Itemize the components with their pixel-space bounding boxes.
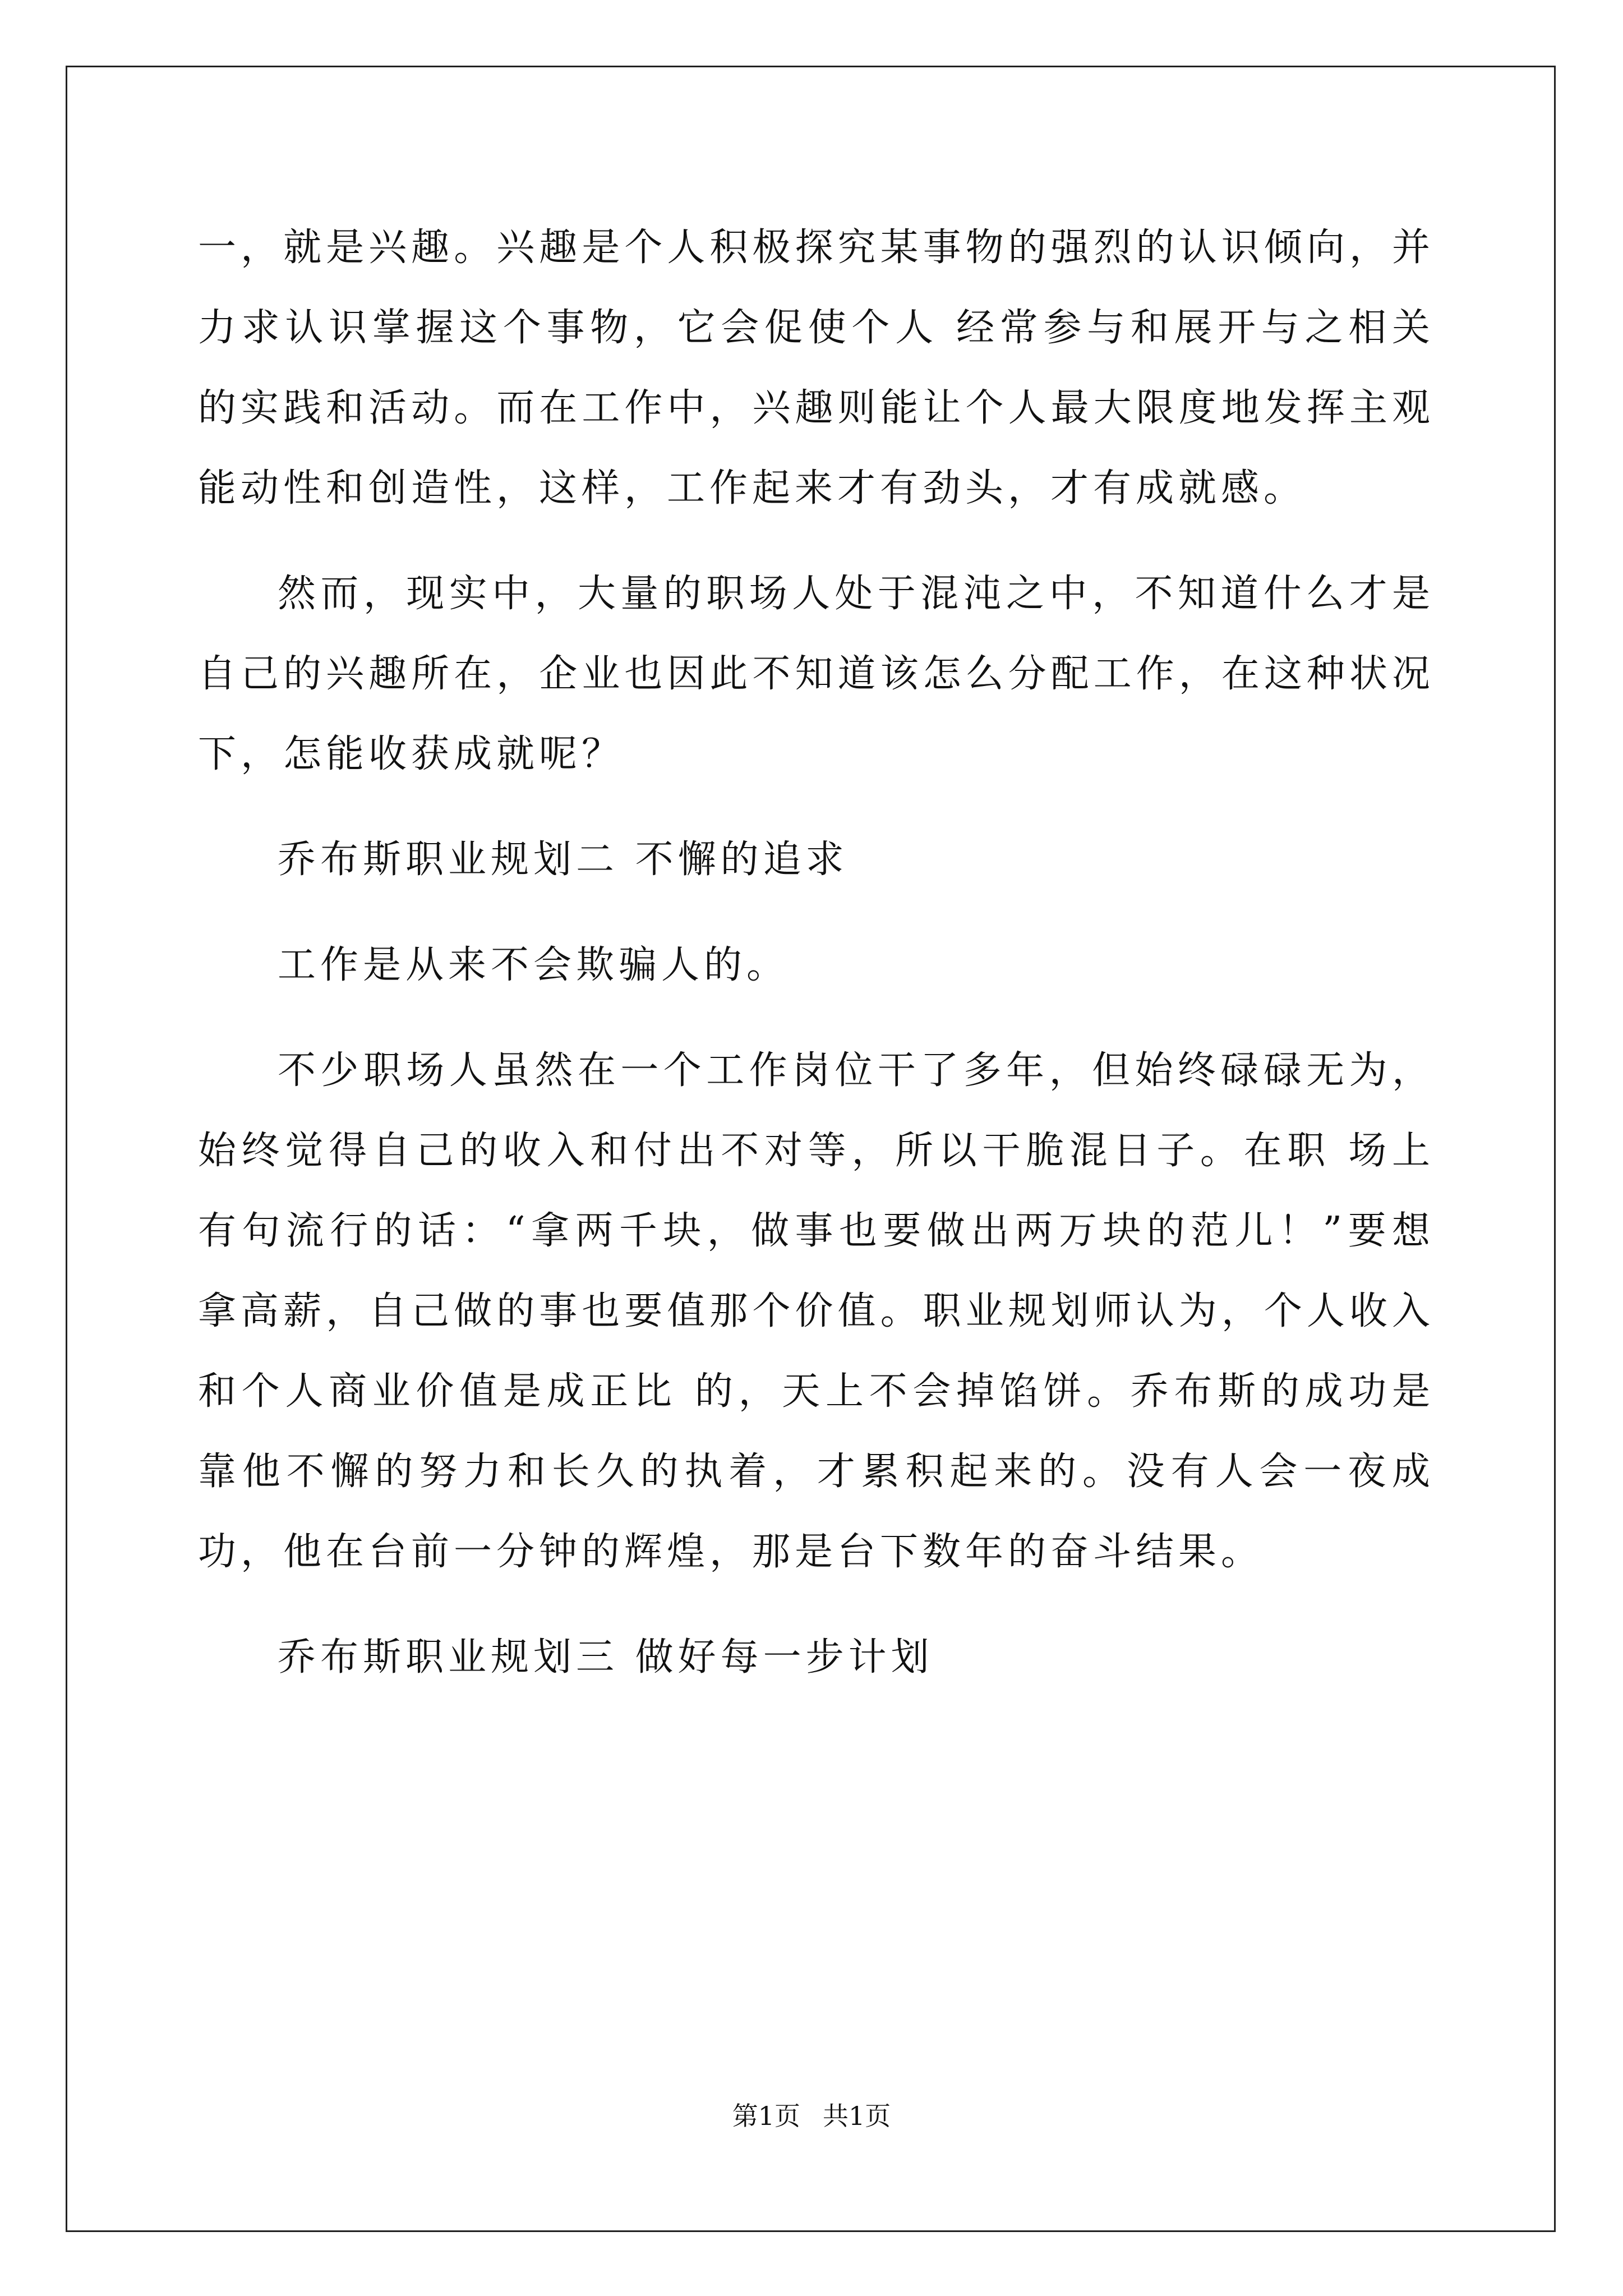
section-heading: 乔布斯职业规划三 做好每一步计划 bbox=[278, 1635, 934, 1680]
paragraph: 然而，现实中，大量的职场人处于混沌之中，不知道什么才是自己的兴趣所在，企业也因此不知道该怎么分配工作，在这种状况下，怎能收获成就呢？ bbox=[198, 572, 1435, 776]
page-total: 共1页 bbox=[823, 2101, 891, 2131]
section-heading: 乔布斯职业规划二 不懈的追求 bbox=[278, 838, 849, 882]
paragraph: 不少职场人虽然在一个工作岗位干了多年，但始终碌碌无为，始终觉得自己的收入和付出不对等，所以干脆混日子。在职 场上有句流行的话：“拿两千块，做事也要做出两万块的范儿！”要想拿高薪，自己做的事也要值那个价值。职业规划师认为，个人收入和个人商业价值是成正比 的，天上不会掉馅饼。乔布斯的成功是靠他不懈的努力和长久的执着，才累积起来的。没有人会一夜成功，他在台前一分钟的辉煌，那是台下数年的奋斗结果。 bbox=[198, 1048, 1435, 1574]
document-body bbox=[198, 208, 1435, 1697]
paragraph: 一，就是兴趣。兴趣是个人积极探究某事物的强烈的认识倾向，并力求认识掌握这个事物，它会促使个人 经常参与和展开与之相关的实践和活动。而在工作中，兴趣则能让个人最大限度地发挥主观能动性和创造性，这样，工作起来才有劲头，才有成就感。 bbox=[198, 226, 1435, 510]
page-footer bbox=[0, 2099, 1623, 2133]
page-number: 第1页 bbox=[732, 2101, 800, 2131]
paragraph: 工作是从来不会欺骗人的。 bbox=[278, 943, 790, 987]
